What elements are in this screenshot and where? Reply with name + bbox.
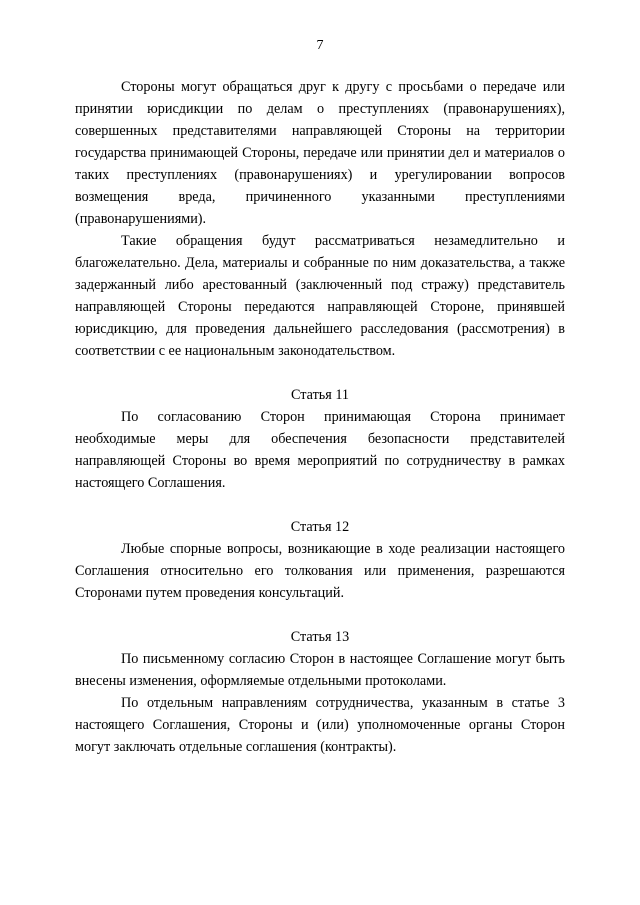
article-13-paragraph-amendments: По письменному согласию Сторон в настоящее Соглашение могут быть внесены изменения, оформляемые отдельными протоколами.: [75, 651, 565, 689]
article-heading-11: Статья 11: [291, 387, 349, 403]
paragraph-jurisdiction-transfer: Стороны могут обращаться друг к другу с просьбами о передаче или принятии юрисдикции по делам о преступлениях (правонарушениях), совершенных представителями направляющей Стороны на территории государства принимающей Стороны, передаче или принятии дел и материалов о таких преступлениях (правонарушениях) и урегулировании вопросов возмещения вреда, причиненного указанными преступлениями (правонарушениями).: [75, 79, 565, 227]
article-12-paragraph: Любые спорные вопросы, возникающие в ходе реализации настоящего Соглашения относительно его толкования или применения, разрешаются Сторонами путем проведения консультаций.: [75, 541, 565, 601]
article-heading-13: Статья 13: [290, 629, 350, 645]
document-body: [75, 76, 565, 758]
page-number: 7: [316, 38, 324, 53]
article-13-paragraph-separate-agreements: По отдельным направлениям сотрудничества, указанным в статье 3 настоящего Соглашения, Стороны и (или) уполномоченные органы Сторон могут заключать отдельные соглашения (контракты).: [75, 695, 565, 755]
article-heading-12: Статья 12: [290, 519, 350, 535]
article-11-paragraph: По согласованию Сторон принимающая Сторона принимает необходимые меры для обеспечения безопасности представителей направляющей Стороны во время мероприятий по сотрудничеству в рамках настоящего Соглашения.: [75, 409, 565, 491]
paragraph-requests-handling: Такие обращения будут рассматриваться незамедлительно и благожелательно. Дела, материалы и собранные по ним доказательства, а также задержанный либо арестованный (заключенный под стражу) представитель направляющей Стороны передаются направляющей Стороне, принявшей юрисдикцию, для проведения дальнейшего расследования (рассмотрения) в соответствии с ее национальным законодательством.: [75, 233, 565, 359]
